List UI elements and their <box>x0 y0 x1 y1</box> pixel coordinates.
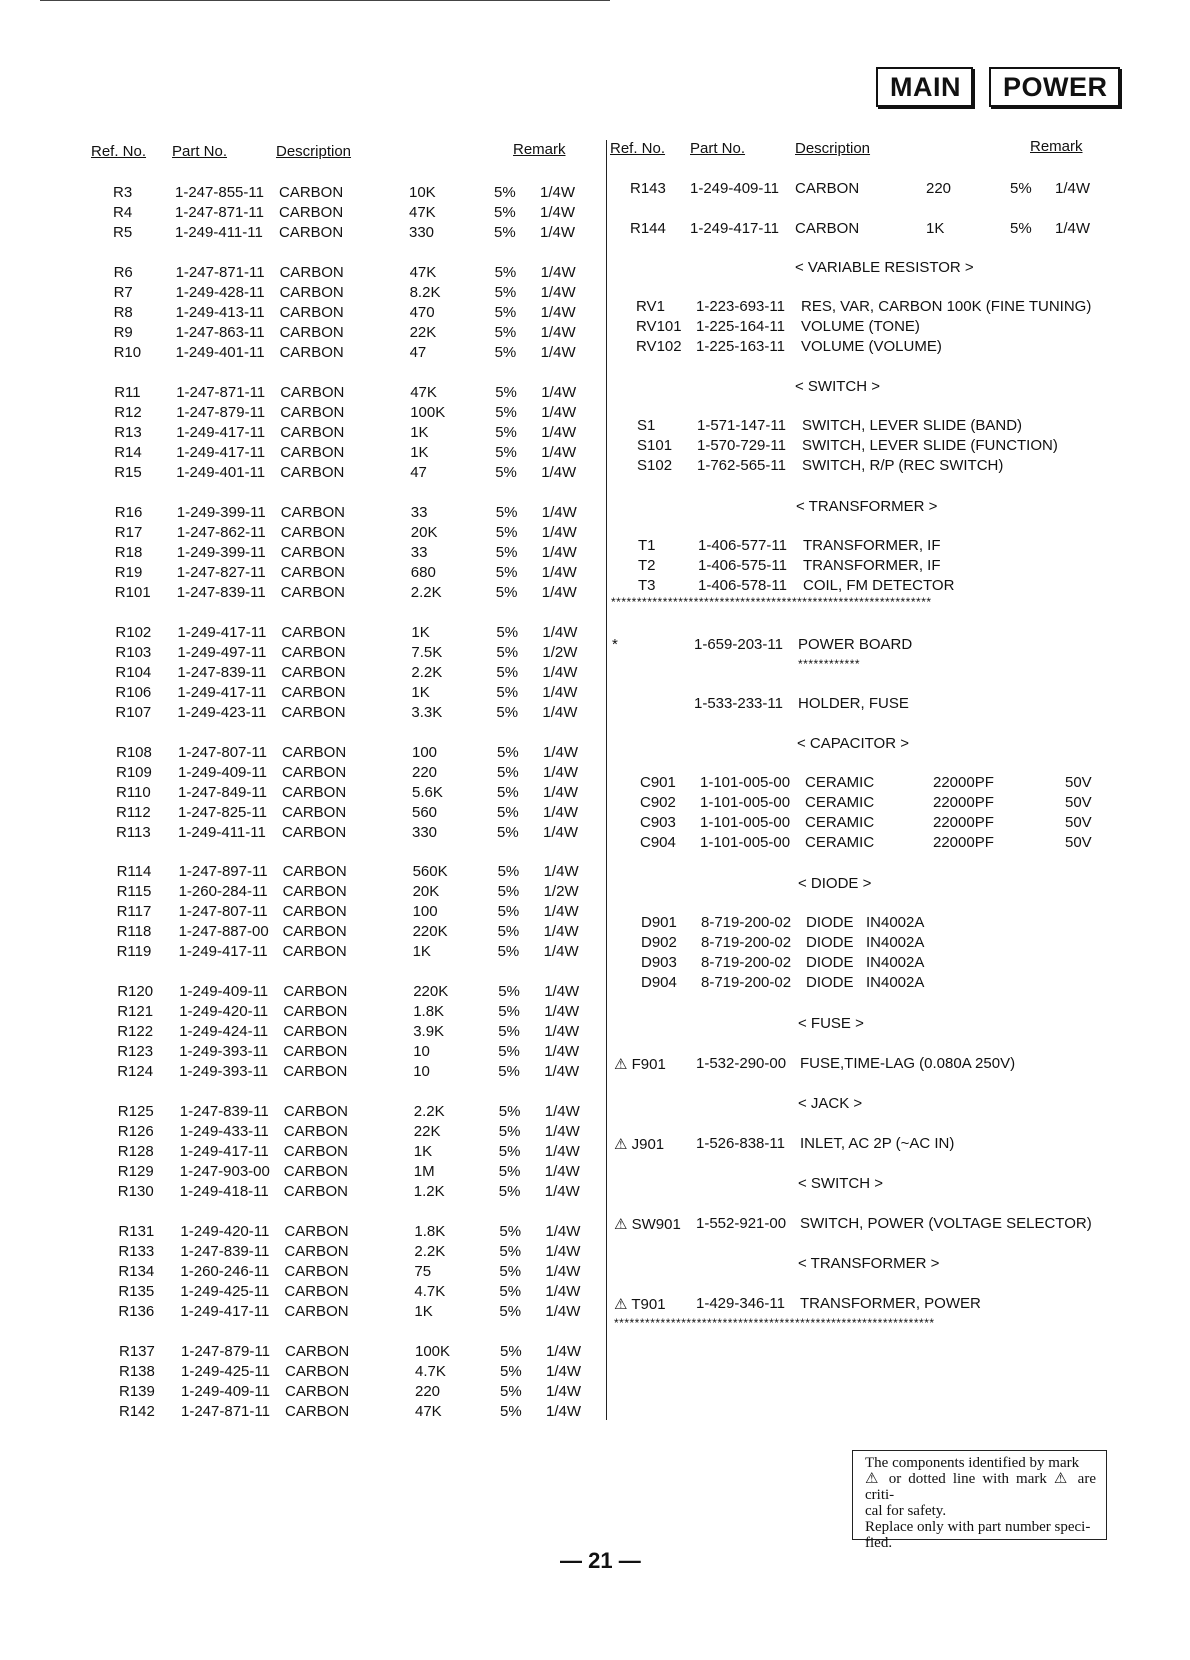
section-diode: < DIODE > <box>798 875 872 892</box>
right-col-remark-header: Remark <box>1030 138 1083 155</box>
left-col-part-header: Part No. <box>172 143 228 160</box>
section-fuse: < FUSE > <box>798 1015 864 1032</box>
section-jack: < JACK > <box>798 1095 863 1112</box>
section-switch-power: < SWITCH > <box>798 1175 884 1192</box>
power-board-underline-stars: ************ <box>798 657 861 671</box>
right-col-desc-header: Description <box>795 140 871 157</box>
safety-note: The components identified by mark ⚠ or dotted line with mark ⚠ are criti- cal for safety. Replace only with part number speci- fied. <box>852 1450 1107 1540</box>
section-variable-resistor: < VARIABLE RESISTOR > <box>795 259 974 276</box>
section-capacitor: < CAPACITOR > <box>797 735 909 752</box>
section-transformer-power: < TRANSFORMER > <box>798 1255 940 1272</box>
column-divider <box>606 140 607 1420</box>
stars-separator: ************************************************************** <box>611 595 932 609</box>
right-col-part-header: Part No. <box>690 140 746 157</box>
top-rule <box>40 0 610 1</box>
left-col-ref-header: Ref. No. <box>91 143 147 160</box>
tab-power: POWER <box>989 67 1120 107</box>
page-number: — 21 — <box>560 1548 641 1573</box>
section-switch: < SWITCH > <box>795 378 881 395</box>
tab-main: MAIN <box>876 67 973 107</box>
stars-separator-bottom: ************************************************************** <box>614 1316 935 1330</box>
section-tabs <box>876 67 1120 107</box>
right-col-ref-header: Ref. No. <box>610 140 666 157</box>
left-col-desc-header: Description <box>276 143 352 160</box>
left-col-remark-header: Remark <box>513 141 566 158</box>
section-transformer: < TRANSFORMER > <box>796 498 938 515</box>
